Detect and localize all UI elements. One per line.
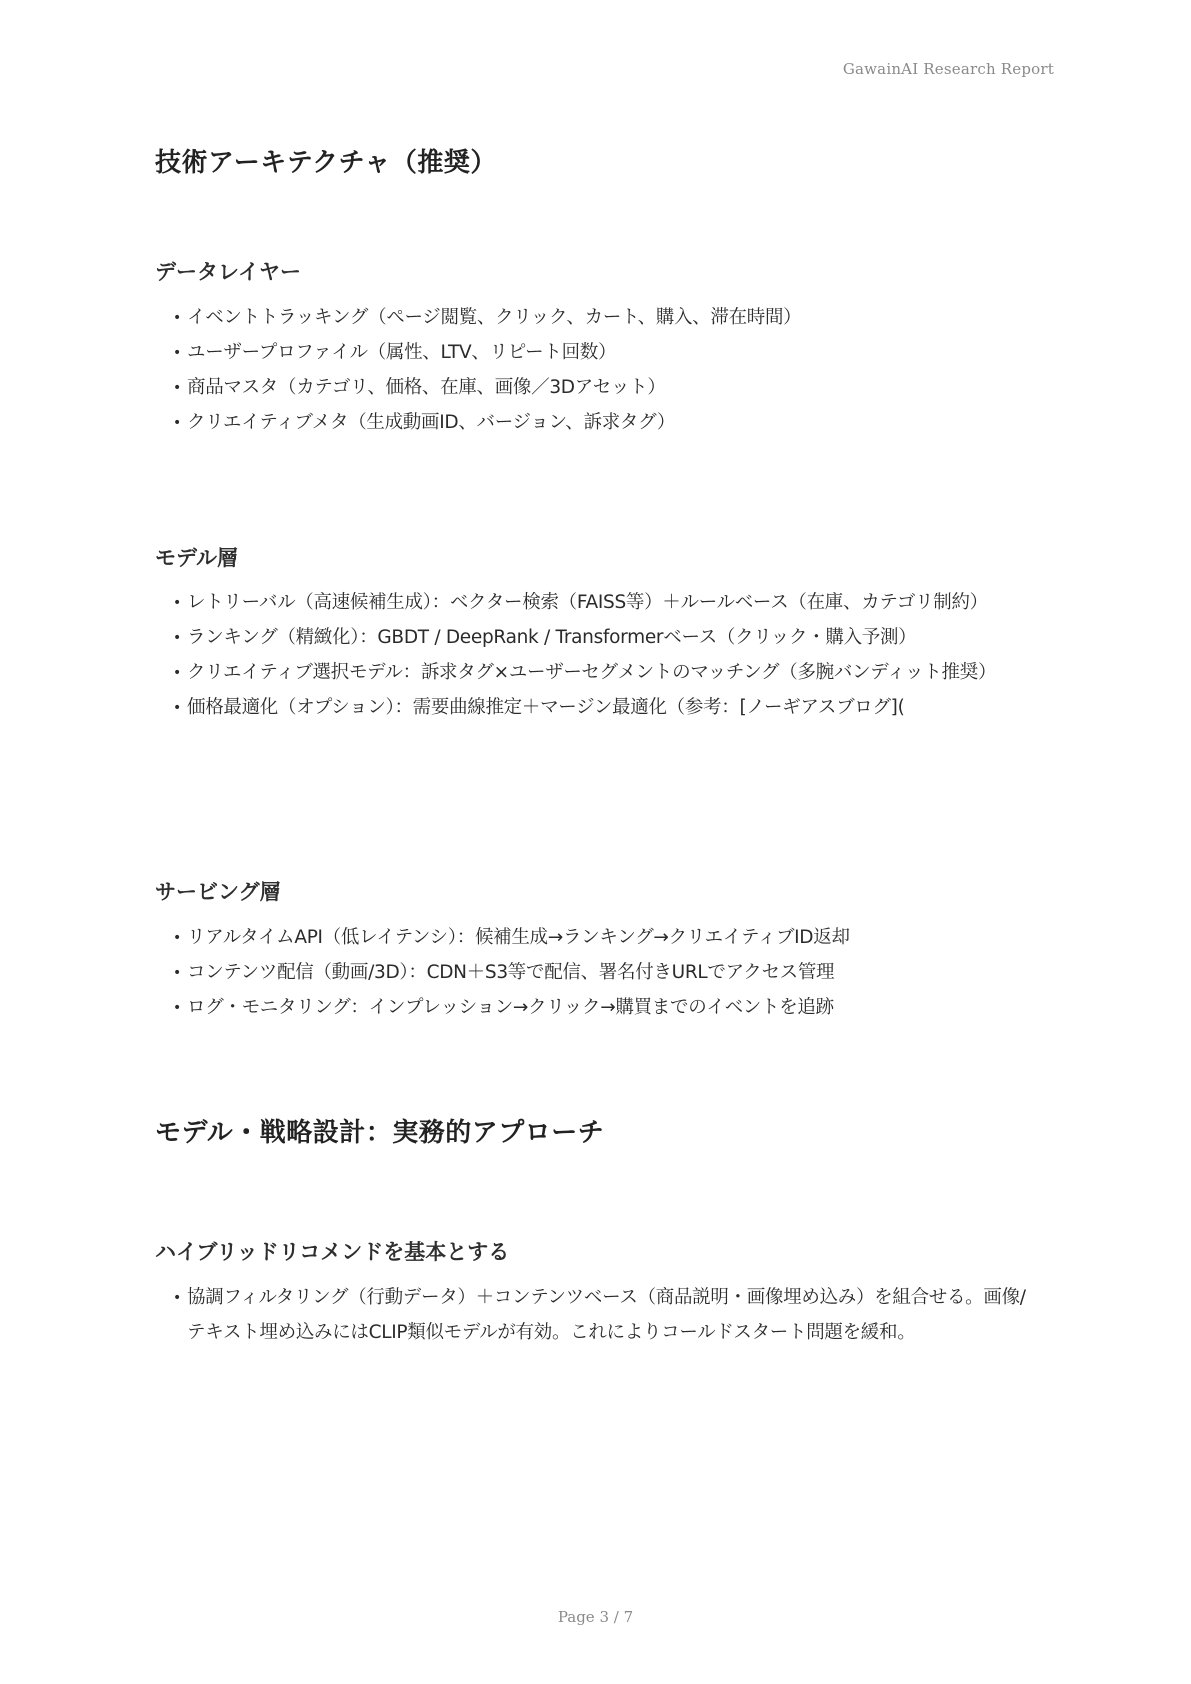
- bullet-icon: •: [173, 345, 181, 361]
- list-item: • イベントトラッキング（ページ閲覧、クリック、カート、購入、滞在時間）: [173, 300, 1043, 335]
- bullet-icon: •: [173, 665, 181, 681]
- list-item: • リアルタイムAPI（低レイテンシ）：候補生成→ランキング→クリエイティブID返却: [173, 920, 1043, 955]
- section-heading-strategy: モデル・戦略設計：実務的アプローチ: [155, 1118, 605, 1148]
- section-heading-architecture: 技術アーキテクチャ（推奨）: [155, 148, 497, 178]
- bullet-icon: •: [173, 965, 181, 981]
- bullet-icon: •: [173, 700, 181, 716]
- bullet-icon: •: [173, 415, 181, 431]
- list-item: • ランキング（精緻化）：GBDT / DeepRank / Transformerベース（クリック・購入予測）: [173, 620, 1043, 655]
- list-item: • レトリーバル（高速候補生成）：ベクター検索（FAISS等）＋ルールベース（在庫、カテゴリ制約）: [173, 585, 1043, 620]
- list-item: • 商品マスタ（カテゴリ、価格、在庫、画像／3Dアセット）: [173, 370, 1043, 405]
- bullet-icon: •: [173, 930, 181, 946]
- list-item: • 協調フィルタリング（行動データ）＋コンテンツベース（商品説明・画像埋め込み）を組合せる。画像/テキスト埋め込みにはCLIP類似モデルが有効。これによりコールドスタート問題を緩和。: [173, 1280, 1043, 1350]
- subsection-heading-serving-layer: サービング層: [155, 880, 281, 904]
- list-item: • コンテンツ配信（動画/3D）：CDN＋S3等で配信、署名付きURLでアクセス管理: [173, 955, 1043, 990]
- bullet-icon: •: [173, 1000, 181, 1016]
- subsection-heading-model-layer: モデル層: [155, 546, 238, 570]
- list-item: • クリエイティブメタ（生成動画ID、バージョン、訴求タグ）: [173, 405, 1043, 440]
- bullet-icon: •: [173, 380, 181, 396]
- model-layer-list: [173, 585, 1043, 725]
- page-number: Page 3 / 7: [557, 1608, 634, 1626]
- list-item: • ログ・モニタリング：インプレッション→クリック→購買までのイベントを追跡: [173, 990, 1043, 1025]
- list-item: • ユーザープロファイル（属性、LTV、リピート回数）: [173, 335, 1043, 370]
- serving-layer-list: [173, 920, 1043, 1025]
- list-item: • クリエイティブ選択モデル：訴求タグ×ユーザーセグメントのマッチング（多腕バンディット推奨）: [173, 655, 1043, 690]
- bullet-icon: •: [173, 595, 181, 611]
- subsection-heading-hybrid-recommend: ハイブリッドリコメンドを基本とする: [155, 1240, 510, 1264]
- bullet-icon: •: [173, 310, 181, 326]
- running-header: GawainAI Research Report: [842, 60, 1054, 78]
- bullet-icon: •: [173, 1290, 181, 1306]
- list-item: • 価格最適化（オプション）：需要曲線推定＋マージン最適化（参考：[ノーギアスブログ](: [173, 690, 1043, 725]
- bullet-icon: •: [173, 630, 181, 646]
- data-layer-list: [173, 300, 1043, 440]
- hybrid-recommend-list: [173, 1280, 1043, 1350]
- subsection-heading-data-layer: データレイヤー: [155, 260, 301, 284]
